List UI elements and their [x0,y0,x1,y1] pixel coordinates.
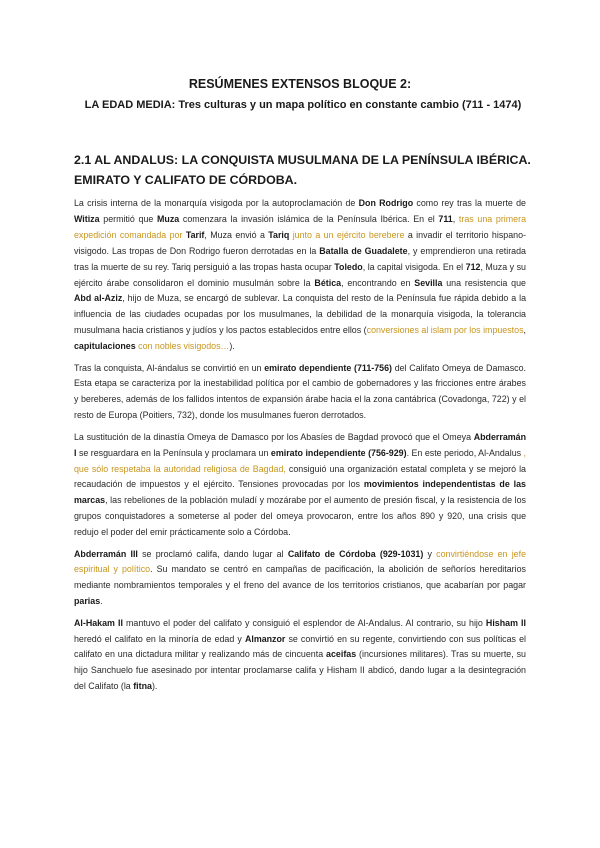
text-run: , hijo de Muza, se encargó de sublevar. La conquista del resto de la Península fue rápida debido a la influencia de las ciudades ocupadas por los musulmanes, la debilidad de la monarquía visigoda, la tolerancia musulmana hacia cristianos y judíos y los pactos establecidos entre ellos ( [74,293,527,336]
text-run: . [100,596,103,607]
bold-term: Don Rodrigo [358,198,414,208]
highlighted-text: , que sólo respetaba la autoridad religiosa de Bagdad, [74,447,527,474]
bold-term: Califato de Córdoba [287,548,376,559]
bold-term: Muza [157,213,180,224]
text-run: mantuvo el poder del califato y consiguió el esplendor de Al-Andalus. Al contrario, su hijo [122,617,486,628]
highlighted-text: conversiones al islam por los impuestos [366,325,524,336]
bold-term: Abderramán I [74,431,526,458]
text-run: del Califato Omeya de Damasco. Esta etapa se caracteriza por la inestabilidad política por el cambio de gobernadores y las fricciones entre árabes y bereberes, además de los fallidos intentos de expansión árabe hacia el la zona cantábrica (Covadonga, 722) y el resto de Europa (Poitiers, 732), donde los musulmanes fueron derrotados. [74,362,527,421]
paragraph [74,547,526,611]
bold-term: Sevilla [414,277,443,288]
text-run: comenzara la invasión islámica de la Península Ibérica. En el [179,213,439,224]
highlighted-text: con nobles visigodos… [138,341,230,352]
text-run: , Muza envió a [204,229,269,240]
section-heading: 2.1 AL ANDALUS: LA CONQUISTA MUSULMANA DE LA PENÍNSULA IBÉRICA. EMIRATO Y CALIFATO DE CÓRDOBA. [74,153,531,187]
text-run: La sustitución de la dinastía Omeya de Damasco por los Abasíes de Bagdad provocó que el Omeya [74,431,474,442]
paragraph [74,616,526,696]
text-run: . Su mandato se centró en campañas de pacificación, la abolición de señoríos hereditarios mediante nombramientos temporales y el freno del avance de los territorios cristianos, que acabarían por pagar [74,564,526,591]
text-run: Tras la conquista, Al-ándalus se convirtió en un [74,362,265,373]
text-run: , la capital visigoda. En el [362,261,466,272]
bold-term: (929-1031) [379,548,424,559]
text-run: se proclamó califa, dando lugar al [137,548,288,559]
bold-term: capitulaciones [74,341,136,352]
document-subtitle: LA EDAD MEDIA: Tres culturas y un mapa político en constante cambio (711 - 1474) [84,99,522,111]
text-run: La crisis interna de la monarquía visigoda por la autoproclamación de [74,198,359,208]
text-run: se convirtió en su regente, convirtiendo con sus políticas el califato en una dictadura militar y realizando más de cincuenta [74,633,526,660]
text-run: permitió que [99,213,158,224]
text-run: ). [229,341,235,352]
bold-term: Abderramán III [74,548,138,559]
bold-term: Hisham II [485,617,526,628]
bold-term: Tariq [268,229,290,240]
bold-term: Al-Hakam II [74,617,123,628]
highlighted-text: tras una primera expedición comandada por [74,213,526,240]
paragraph [74,430,526,541]
document-title: RESÚMENES EXTENSOS BLOQUE 2: [188,77,412,91]
text-run: (incursiones militares). Tras su muerte, su hijo Sanchuelo fue asesinado por intentar proclamarse califa y Hisham II abdicó, dando lugar a la desintegración del Califato (la [74,649,526,692]
bold-term: Toledo [334,261,363,272]
paragraph [74,196,526,355]
bold-term: aceifas [326,649,357,660]
document-body [74,196,526,701]
text-run: ). [151,681,158,692]
bold-term: emirato dependiente [264,362,352,373]
paragraph [74,361,526,425]
highlighted-text: junto a un ejército berebere [292,229,405,240]
bold-term: emirato independiente [270,447,366,458]
bold-term: Batalla de Guadalete [319,245,408,256]
text-run: , las rebeliones de la población muladí y mozárabe por el aumento de presión fiscal, y la resistencia de los grupos conquistadores a someterse al poder del omeya provocaron, entre los años 890 y 920, una crisis que redujo el poder del emir prácticamente solo a Córdoba. [74,495,526,538]
text-run: , y emprendieron una retirada tras la muerte de su rey. Tariq persiguió a las tropas hasta ocupar [74,245,526,272]
bold-term: 712 [465,261,481,272]
text-run: . En este periodo, Al-Andalus [406,447,524,458]
bold-term: movimientos independentistas de las marcas [74,479,526,506]
highlighted-text: convirtiéndose en jefe espiritual y político [74,548,526,575]
bold-term: (756-929) [368,447,407,458]
bold-term: Almanzor [244,633,286,644]
bold-term: Bética [314,277,342,288]
text-run: una resistencia que [442,277,526,288]
text-run: , Muza y su ejército árabe consolidaron el dominio musulmán sobre la [74,261,526,288]
highlighted-bold-term: Tarif [185,229,205,240]
bold-term: 711 [438,213,453,224]
text-run: , [523,325,526,336]
text-run: a invadir el territorio hispano-visigodo. Las tropas de Don Rodrigo fueron derrotadas en la [74,229,526,256]
text-run: , encontrando en [341,277,415,288]
text-run: heredó el califato en la minoría de edad y [74,633,245,644]
bold-term: parias [74,596,101,607]
highlighted-bold-term: Abd al-Aziz [74,293,123,304]
text-run: , [452,213,459,224]
bold-term: (711-756) [354,362,393,373]
text-run: y [423,548,437,559]
bold-term: fitna [133,681,152,692]
bold-term: Witiza [74,213,100,224]
text-run: consiguió una organización estatal completa y se mejoró la recaudación de impuestos y el ejército. Tensiones provocadas por los [74,463,526,490]
text-run: se resguardara en la Península y proclamara un [76,447,271,458]
text-run: como rey tras la muerte de [413,198,526,208]
